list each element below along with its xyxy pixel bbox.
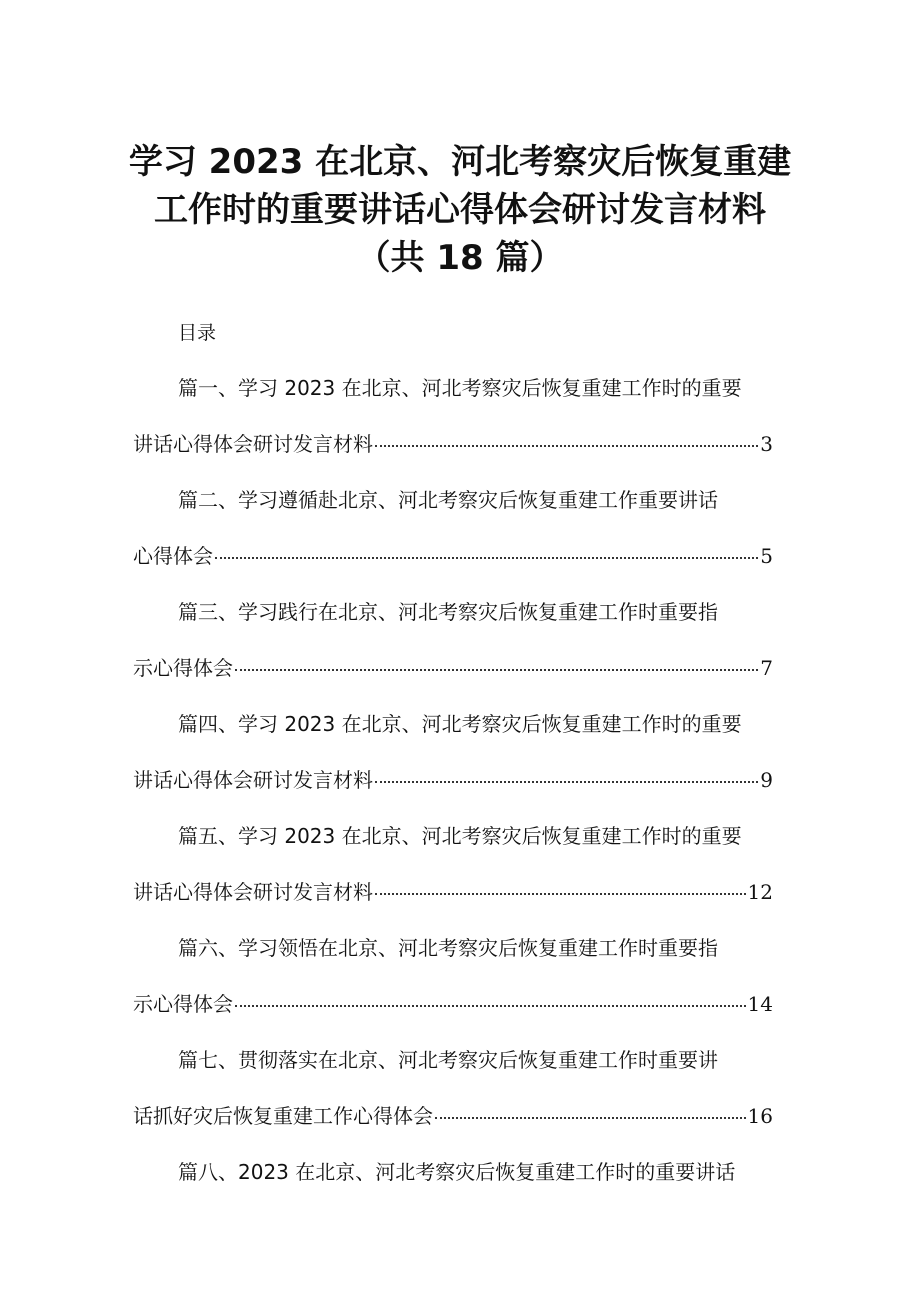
toc-entry-text: 讲话心得体会研讨发言材料 bbox=[133, 432, 373, 456]
dot-leader bbox=[235, 1004, 746, 1007]
toc-entry-6-line2[interactable] bbox=[133, 988, 773, 1017]
toc-page-number: 16 bbox=[747, 1104, 773, 1128]
toc-page-number: 14 bbox=[747, 992, 773, 1016]
toc-entry-text: 话抓好灾后恢复重建工作心得体会 bbox=[133, 1104, 433, 1128]
title-line-1: 学习 2023 在北京、河北考察灾后恢复重建 bbox=[128, 142, 792, 182]
toc-entry-5-line1[interactable]: 篇五、学习 2023 在北京、河北考察灾后恢复重建工作时的重要 bbox=[178, 824, 742, 848]
toc-entry-text: 讲话心得体会研讨发言材料 bbox=[133, 768, 373, 792]
toc-page-number: 3 bbox=[760, 432, 773, 456]
toc-page-number: 7 bbox=[760, 656, 773, 680]
dot-leader bbox=[375, 444, 758, 447]
dot-leader bbox=[235, 668, 758, 671]
dot-leader bbox=[375, 892, 746, 895]
toc-entry-6-line1[interactable]: 篇六、学习领悟在北京、河北考察灾后恢复重建工作时重要指 bbox=[178, 936, 718, 960]
toc-entry-text: 示心得体会 bbox=[133, 992, 233, 1016]
toc-entry-3-line1[interactable]: 篇三、学习践行在北京、河北考察灾后恢复重建工作时重要指 bbox=[178, 600, 718, 624]
toc-page-number: 5 bbox=[760, 544, 773, 568]
toc-page-number: 9 bbox=[760, 768, 773, 792]
dot-leader bbox=[375, 780, 758, 783]
document-title bbox=[0, 138, 920, 282]
toc-entry-text: 心得体会 bbox=[133, 544, 213, 568]
toc-label: 目录 bbox=[178, 322, 217, 344]
toc-entry-2-line1[interactable]: 篇二、学习遵循赴北京、河北考察灾后恢复重建工作重要讲话 bbox=[178, 488, 718, 512]
toc-entry-4-line2[interactable] bbox=[133, 764, 773, 793]
dot-leader bbox=[215, 556, 758, 559]
toc-entry-7-line1[interactable]: 篇七、贯彻落实在北京、河北考察灾后恢复重建工作时重要讲 bbox=[178, 1048, 718, 1072]
title-line-3: （共 18 篇） bbox=[356, 238, 564, 278]
toc-entry-8-line1[interactable]: 篇八、2023 在北京、河北考察灾后恢复重建工作时的重要讲话 bbox=[178, 1160, 736, 1184]
dot-leader bbox=[435, 1116, 746, 1119]
toc-entry-text: 示心得体会 bbox=[133, 656, 233, 680]
toc-entry-2-line2[interactable] bbox=[133, 540, 773, 569]
toc-entry-4-line1[interactable]: 篇四、学习 2023 在北京、河北考察灾后恢复重建工作时的重要 bbox=[178, 712, 742, 736]
toc-entry-1-line2[interactable] bbox=[133, 428, 773, 457]
toc-entry-5-line2[interactable] bbox=[133, 876, 773, 905]
toc-entry-3-line2[interactable] bbox=[133, 652, 773, 681]
toc-entry-text: 讲话心得体会研讨发言材料 bbox=[133, 880, 373, 904]
toc-entry-1-line1[interactable]: 篇一、学习 2023 在北京、河北考察灾后恢复重建工作时的重要 bbox=[178, 376, 742, 400]
title-line-2: 工作时的重要讲话心得体会研讨发言材料 bbox=[154, 190, 766, 230]
toc-page-number: 12 bbox=[747, 880, 773, 904]
toc-entry-7-line2[interactable] bbox=[133, 1100, 773, 1129]
